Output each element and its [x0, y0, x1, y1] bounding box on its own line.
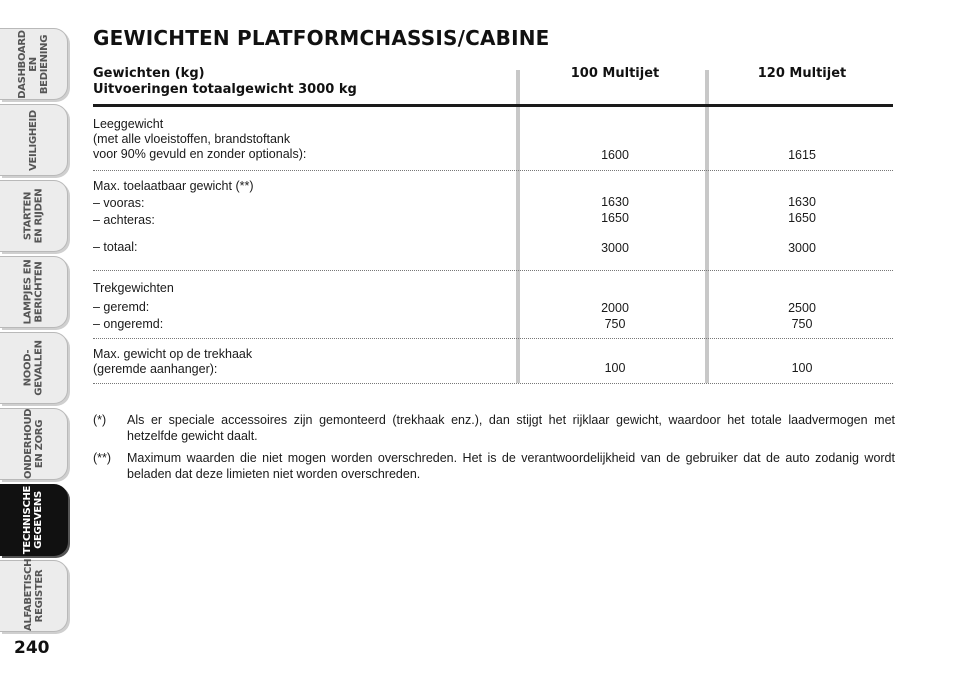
column-divider: [705, 70, 709, 383]
page-number: 240: [14, 638, 50, 658]
row-divider: [93, 383, 893, 384]
row-label: Trekgewichten: [93, 281, 174, 295]
column-header-120-multijet: 120 Multijet: [757, 66, 847, 81]
cell-value: 2500: [788, 301, 816, 315]
tab-noodgevallen[interactable]: [0, 332, 68, 404]
cell-value: 750: [791, 317, 813, 331]
tab-label: LAMPJES EN BERICHTEN: [22, 259, 45, 325]
tab-label: VEILIGHEID: [28, 109, 39, 171]
row-label: – geremd:: [93, 300, 150, 314]
cell-value: 1650: [788, 211, 816, 225]
footnotes: [93, 412, 895, 488]
tab-label: STARTEN EN RIJDEN: [22, 188, 45, 244]
row-label: – vooras:: [93, 196, 145, 210]
row-label: – totaal:: [93, 240, 138, 254]
tab-starten[interactable]: [0, 180, 68, 252]
cell-value: 100: [791, 361, 813, 375]
tab-lampjes[interactable]: [0, 256, 68, 328]
row-label: (geremde aanhanger):: [93, 362, 218, 376]
row-label: Leeggewicht: [93, 117, 164, 131]
tab-register[interactable]: [0, 560, 68, 632]
page-title: GEWICHTEN PLATFORMCHASSIS/CABINE: [93, 26, 550, 50]
cell-value: 1630: [601, 195, 629, 209]
tab-label: DASHBOARD EN BEDIENING: [17, 29, 51, 99]
cell-value: 750: [604, 317, 626, 331]
cell-value: 3000: [788, 241, 816, 255]
tab-technische-gegevens[interactable]: [0, 484, 68, 556]
row-label: Max. toelaatbaar gewicht (**): [93, 179, 254, 193]
cell-value: 2000: [601, 301, 629, 315]
cell-value: 1650: [601, 211, 629, 225]
row-label: – achteras:: [93, 213, 155, 227]
table-header-units: Gewichten (kg): [93, 66, 205, 81]
column-divider: [516, 70, 520, 383]
tab-label: TECHNISCHE GEGEVENS: [22, 485, 45, 555]
cell-value: 1600: [601, 148, 629, 162]
row-label: Max. gewicht op de trekhaak: [93, 347, 253, 361]
cell-value: 1630: [788, 195, 816, 209]
row-divider: [93, 338, 893, 339]
column-header-100-multijet: 100 Multijet: [570, 66, 660, 81]
row-label: voor 90% gevuld en zonder optionals):: [93, 147, 307, 161]
row-label: – ongeremd:: [93, 317, 164, 331]
footnote-text: Maximum waarden die niet mogen worden overschreden. Het is de verantwoordelijkheid van de gebruiker dat de auto zodanig wordt beladen dat deze limieten niet worden overschreden.: [127, 451, 895, 481]
cell-value: 1615: [788, 148, 816, 162]
cell-value: 3000: [601, 241, 629, 255]
row-divider: [93, 270, 893, 271]
footnote-mark: (*): [93, 413, 107, 427]
footnote-mark: (**): [93, 451, 112, 465]
tab-label: ONDERHOUD EN ZORG: [22, 408, 45, 479]
tab-dashboard[interactable]: [0, 28, 68, 100]
header-rule: [93, 104, 893, 107]
footnote: [93, 450, 895, 482]
cell-value: 100: [604, 361, 626, 375]
footnote: [93, 412, 895, 444]
tab-label: NOOD- GEVALLEN: [22, 340, 45, 396]
row-label: (met alle vloeistoffen, brandstoftank: [93, 132, 291, 146]
tab-onderhoud[interactable]: [0, 408, 68, 480]
tab-label: ALFABETISCH REGISTER: [22, 558, 45, 631]
tab-veiligheid[interactable]: [0, 104, 68, 176]
footnote-text: Als er speciale accessoires zijn gemonteerd (trekhaak enz.), dan stijgt het rijklaar gewicht, waardoor het totale laadvermogen met hetzelfde gewicht daalt.: [127, 413, 895, 443]
row-divider: [93, 170, 893, 171]
table-header-version: Uitvoeringen totaalgewicht 3000 kg: [93, 82, 357, 97]
table-header-left: [93, 66, 357, 98]
